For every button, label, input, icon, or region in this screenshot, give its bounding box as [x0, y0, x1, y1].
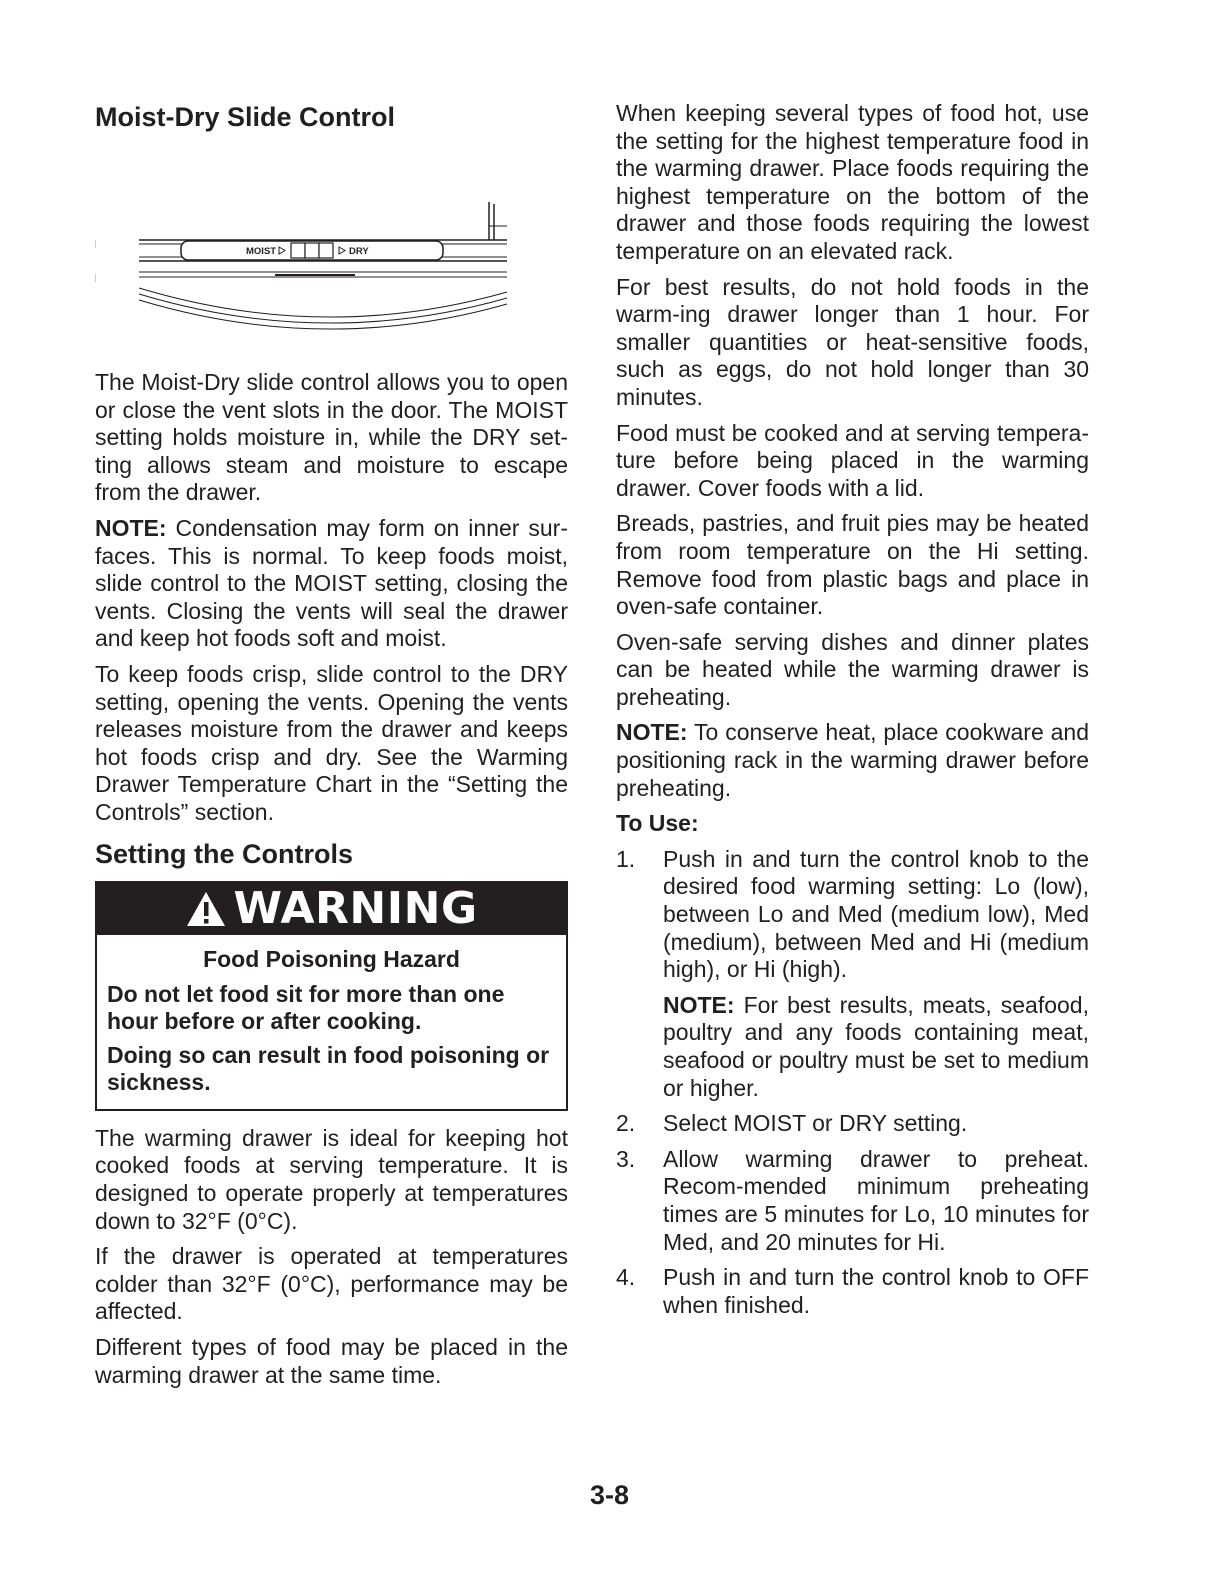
- paragraph-best-results: For best results, do not hold foods in the warm-ing drawer longer than 1 hour. For smaller quantities or heat-sensitive foods, such as eggs, do not hold longer than 30 minutes.: [616, 273, 1089, 410]
- paragraph-breads: Breads, pastries, and fruit pies may be heated from room temperature on the Hi setting. Remove food from plastic bags and place in oven-safe container.: [616, 510, 1089, 620]
- note-text: Condensation may form on inner sur-faces. This is normal. To keep foods moist, slide control to the MOIST setting, closing the vents. Closing the vents will seal the drawer and keep hot foods soft and moist.: [95, 514, 568, 652]
- slide-control-drawing: [95, 144, 568, 339]
- left-column: [95, 100, 568, 1397]
- warning-line-1: Do not let food sit for more than one hour before or after cooking.: [107, 980, 505, 1035]
- moist-label: MOIST: [246, 246, 277, 257]
- step-text: Push in and turn the control knob to OFF when finished.: [663, 1264, 1089, 1318]
- note-text: To conserve heat, place cookware and positioning rack in the warming drawer before preheating.: [616, 719, 1089, 801]
- list-item: [616, 846, 1089, 1102]
- moist-dry-heading: Moist-Dry Slide Control: [95, 102, 396, 132]
- paragraph-ideal: The warming drawer is ideal for keeping hot cooked foods at serving temperature. It is designed to operate properly at temperatures down to 32°F (0°C).: [95, 1124, 568, 1234]
- warning-triangle-icon: [185, 890, 227, 928]
- step-text: Allow warming drawer to preheat. Recom-mended minimum preheating times are 5 minutes for Lo, 10 minutes for Med, and 20 minutes for Hi.: [663, 1145, 1089, 1255]
- setting-controls-heading: Setting the Controls: [95, 838, 353, 869]
- warning-header: [97, 883, 566, 935]
- warning-box: [95, 881, 568, 1111]
- paragraph-several-types: When keeping several types of food hot, use the setting for the highest temperature food in the warming drawer. Place foods requiring the highest temperature on the bottom of the drawer and those foods requiring the lowest temperature on an elevated rack.: [616, 100, 1089, 264]
- paragraph-different-types: Different types of food may be placed in the warming drawer at the same time.: [95, 1334, 568, 1388]
- paragraph-cooked: Food must be cooked and at serving tempera-ture before being placed in the warming drawer. Cover foods with a lid.: [616, 419, 1089, 501]
- moist-dry-slide-illustration: [95, 144, 568, 339]
- list-item: [616, 1146, 1089, 1256]
- note-condensation: [95, 515, 568, 653]
- list-item: [616, 1264, 1089, 1319]
- note-label: NOTE:: [663, 991, 735, 1018]
- step-number: 3.: [616, 1145, 636, 1172]
- warning-line-2: Doing so can result in food poisoning or sickness.: [107, 1041, 550, 1096]
- note-conserve-heat: [616, 719, 1089, 802]
- warning-title: WARNING: [233, 883, 478, 934]
- paragraph-oven-safe: Oven-safe serving dishes and dinner plates can be heated while the warming drawer is preheating.: [616, 628, 1089, 710]
- step-number: 4.: [616, 1264, 636, 1291]
- right-column: [616, 100, 1089, 1327]
- steps-list: [616, 846, 1089, 1320]
- warning-body: [97, 935, 566, 1109]
- page-number: 3-8: [589, 1480, 630, 1510]
- note-label: NOTE:: [616, 719, 688, 746]
- note-label: NOTE:: [95, 514, 167, 541]
- list-item: [616, 1110, 1089, 1138]
- step-text: Push in and turn the control knob to the desired food warming setting: Lo (low), between Lo and Med (medium low), Med (medium), between Med and Hi (medium high), or Hi (high).: [663, 845, 1089, 983]
- step-text: Select MOIST or DRY setting.: [663, 1110, 968, 1137]
- paragraph-colder: If the drawer is operated at temperatures colder than 32°F (0°C), performance may be affected.: [95, 1243, 568, 1325]
- step-number: 2.: [616, 1110, 636, 1137]
- note-text: For best results, meats, seafood, poultry and any foods containing meat, seafood or poultry must be set to medium or higher.: [663, 991, 1089, 1101]
- hazard-title: Food Poisoning Hazard: [203, 945, 460, 972]
- dry-label: DRY: [349, 246, 369, 257]
- paragraph-slide-control: The Moist-Dry slide control allows you to open or close the vent slots in the door. The MOIST setting holds moisture in, while the DRY set-ting allows steam and moisture to escape from the drawer.: [95, 369, 568, 506]
- paragraph-crisp: To keep foods crisp, slide control to the DRY setting, opening the vents. Opening the vents releases moisture from the drawer and keeps hot foods crisp and dry. See the Warming Drawer Temperature Chart in the “Setting the Controls” section.: [95, 660, 568, 825]
- step-note: [663, 992, 1089, 1102]
- to-use-heading: To Use:: [616, 810, 699, 837]
- step-number: 1.: [616, 845, 636, 872]
